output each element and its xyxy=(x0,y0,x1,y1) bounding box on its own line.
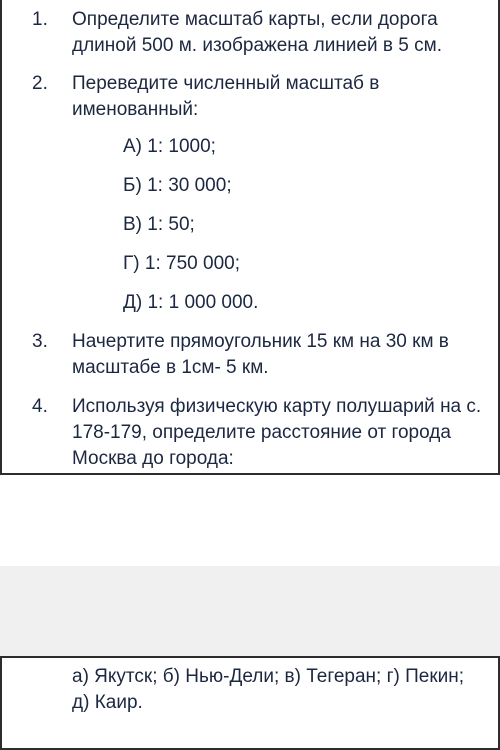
task-2-text: Переведите численный масштаб в именованный: xyxy=(72,73,380,120)
task-4-text: Используя физическую карту полушарий на с. 178-179, определите расстояние от города Москва до города: xyxy=(72,396,482,469)
page-gap xyxy=(0,566,500,656)
scale-option-b: Б) 1: 30 000; xyxy=(123,175,232,196)
task-2-number: 2. xyxy=(32,73,48,94)
scale-option-a: А) 1: 1000; xyxy=(123,136,216,157)
task-1-number: 1. xyxy=(32,9,48,30)
task-3-number: 3. xyxy=(32,331,48,352)
task-1-text: Определите масштаб карты, если дорога длиной 500 м. изображена линией в 5 см. xyxy=(72,9,442,56)
task-3-text: Начертите прямоугольник 15 км на 30 км в масштабе в 1см- 5 км. xyxy=(72,331,449,378)
scale-option-v: В) 1: 50; xyxy=(123,214,195,235)
scale-option-d: Д) 1: 1 000 000. xyxy=(123,292,259,313)
scale-option-g: Г) 1: 750 000; xyxy=(123,253,240,274)
task-4-number: 4. xyxy=(32,396,48,417)
cities-text: а) Якутск; б) Нью-Дели; в) Тегеран; г) Пекин; д) Каир. xyxy=(72,666,465,713)
